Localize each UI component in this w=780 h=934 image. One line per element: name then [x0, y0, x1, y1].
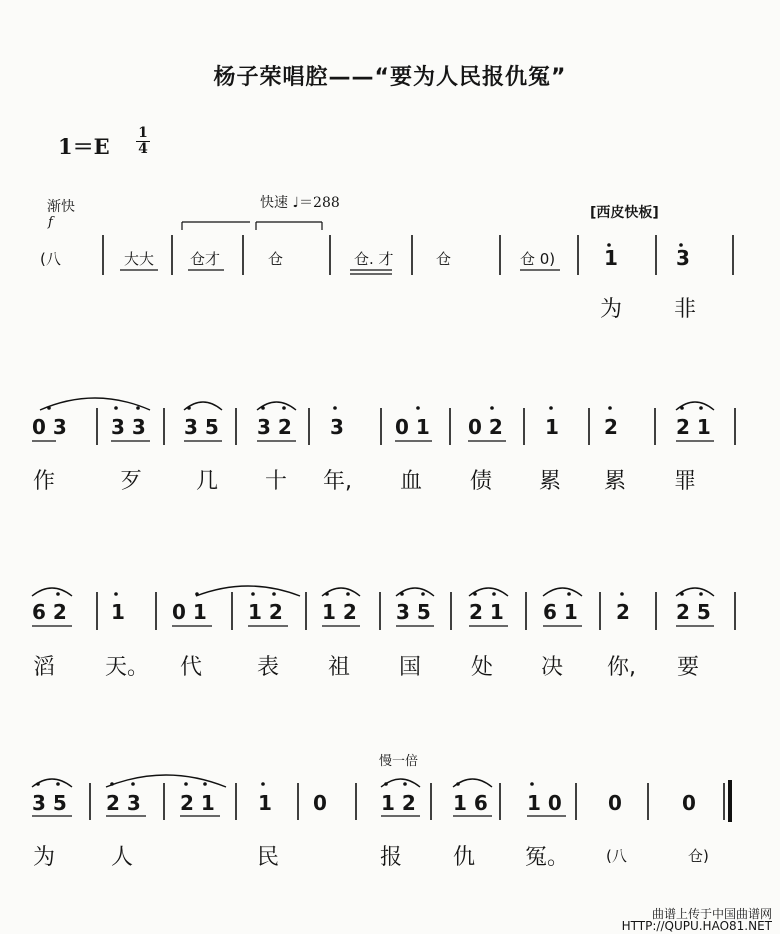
lyric-char: 罪 — [674, 469, 697, 494]
slur — [196, 586, 300, 596]
slur — [106, 775, 226, 787]
percussion-cell: (八 — [40, 250, 61, 268]
note-cell: 0 2 — [468, 415, 503, 439]
lyric-char: 累 — [539, 469, 562, 494]
octave-dot — [114, 406, 118, 410]
octave-dot — [416, 406, 420, 410]
watermark-line-2: HTTP://QUPU.HAO81.NET — [621, 919, 772, 933]
octave-dot — [492, 592, 496, 596]
lyric-char: 报 — [380, 845, 403, 870]
slow-marking: 慢一倍 — [379, 754, 419, 769]
lyric-char: 非 — [674, 297, 697, 322]
lyric-char: 你, — [607, 655, 636, 680]
watermark — [622, 908, 772, 932]
octave-dot — [620, 592, 624, 596]
note-cell: 3 — [330, 415, 344, 439]
octave-dot — [567, 592, 571, 596]
slur — [32, 588, 72, 596]
octave-dot — [136, 406, 140, 410]
lyric-char: 国 — [399, 655, 422, 680]
octave-dot — [549, 406, 553, 410]
note-cell: 3 3 — [111, 415, 146, 439]
lyric-char: 累 — [604, 469, 627, 494]
octave-dot — [56, 592, 60, 596]
note-cell: 1 — [258, 791, 272, 815]
percussion-cell: 仓. 才 — [354, 250, 394, 268]
note-cell: 3 2 — [257, 415, 292, 439]
note-cell: 2 — [616, 600, 630, 624]
section-label: [西皮快板] — [590, 205, 659, 221]
lyric-char: 歹 — [120, 469, 143, 494]
octave-dot — [346, 592, 350, 596]
note-cell: 1 — [111, 600, 125, 624]
tempo-marking-accel: 渐快 — [47, 199, 75, 215]
time-signature-top: 1 — [136, 126, 150, 142]
lyric-char: 天。 — [105, 655, 150, 680]
octave-dot — [699, 592, 703, 596]
lyric-char: 要 — [677, 655, 700, 680]
note-cell: 2 3 — [106, 791, 141, 815]
percussion-cell: 仓才 — [190, 250, 221, 268]
note-cell: 0 — [682, 791, 696, 815]
note-cell: 6 1 — [543, 600, 578, 624]
lyric-char: 表 — [257, 655, 280, 680]
octave-dot — [251, 592, 255, 596]
note-cell: 2 — [604, 415, 618, 439]
note-cell: 1 2 — [322, 600, 357, 624]
lyric-char: 滔 — [33, 655, 56, 680]
note-cell: 0 — [608, 791, 622, 815]
lyric-char: 几 — [196, 469, 219, 494]
note-cell: 1 — [545, 415, 559, 439]
lyric-char: 民 — [257, 845, 280, 870]
octave-dot — [699, 406, 703, 410]
lyric-char: 人 — [111, 845, 134, 870]
octave-dot — [131, 782, 135, 786]
lyric-char: 十 — [265, 469, 288, 494]
lyric-char: 债 — [470, 469, 493, 494]
time-signature-bottom: 4 — [138, 141, 148, 157]
octave-dot — [333, 406, 337, 410]
note-cell: 0 — [313, 791, 327, 815]
score-title: 杨子荣唱腔——“要为人民报仇冤” — [213, 65, 567, 90]
octave-dot — [530, 782, 534, 786]
octave-dot — [421, 592, 425, 596]
note-cell: 3 5 — [32, 791, 67, 815]
octave-dot — [272, 592, 276, 596]
octave-dot — [403, 782, 407, 786]
lyric-char: 仇 — [453, 845, 476, 870]
lyric-char: 冤。 — [525, 845, 570, 870]
lyric-char: 处 — [471, 655, 494, 680]
note-cell: 2 1 — [180, 791, 215, 815]
percussion-cell: 仓 — [268, 250, 284, 268]
note-cell: 3 — [676, 246, 690, 270]
lyric-char: 仓) — [688, 847, 709, 865]
slur — [40, 398, 150, 410]
percussion-cell: 仓 0) — [520, 250, 556, 268]
octave-dot — [608, 406, 612, 410]
slur — [453, 779, 492, 787]
note-cell: 1 2 — [381, 791, 416, 815]
key-signature: 1＝E — [58, 134, 110, 159]
octave-dot — [184, 782, 188, 786]
percussion-cell: 大大 — [124, 250, 155, 268]
note-cell: 1 6 — [453, 791, 488, 815]
lyric-char: 年, — [323, 469, 352, 494]
note-cell: 0 3 — [32, 415, 67, 439]
slur — [543, 588, 582, 596]
lyric-char: 作 — [33, 469, 56, 494]
note-cell: 3 5 — [184, 415, 219, 439]
note-cell: 6 2 — [32, 600, 67, 624]
note-cell: 3 5 — [396, 600, 431, 624]
lyric-char: 决 — [541, 655, 564, 680]
octave-dot — [203, 782, 207, 786]
octave-dot — [114, 592, 118, 596]
slur — [381, 779, 420, 787]
tempo-marking: 快速 ♩＝288 — [260, 195, 340, 211]
octave-dot — [282, 406, 286, 410]
octave-dot — [56, 782, 60, 786]
note-cell: 0 1 — [172, 600, 207, 624]
watermark-line-1: 曲谱上传于中国曲谱网 — [651, 907, 772, 921]
dynamic-marking: f — [48, 215, 53, 230]
lyric-char: 为 — [33, 845, 56, 870]
octave-dot — [490, 406, 494, 410]
octave-dot — [261, 782, 265, 786]
lyric-char: 为 — [600, 297, 623, 322]
note-cell: 1 2 — [248, 600, 283, 624]
note-cell: 2 1 — [469, 600, 504, 624]
note-cell: 2 5 — [676, 600, 711, 624]
note-cell: 1 — [604, 246, 618, 270]
lyric-char: 血 — [400, 469, 423, 494]
note-cell: 1 0 — [527, 791, 562, 815]
lyric-char: 代 — [180, 655, 203, 680]
note-cell: 2 1 — [676, 415, 711, 439]
lyric-char: 祖 — [328, 655, 351, 680]
note-cell: 0 1 — [395, 415, 430, 439]
percussion-cell: 仓 — [436, 250, 452, 268]
lyric-char: (八 — [606, 847, 627, 865]
